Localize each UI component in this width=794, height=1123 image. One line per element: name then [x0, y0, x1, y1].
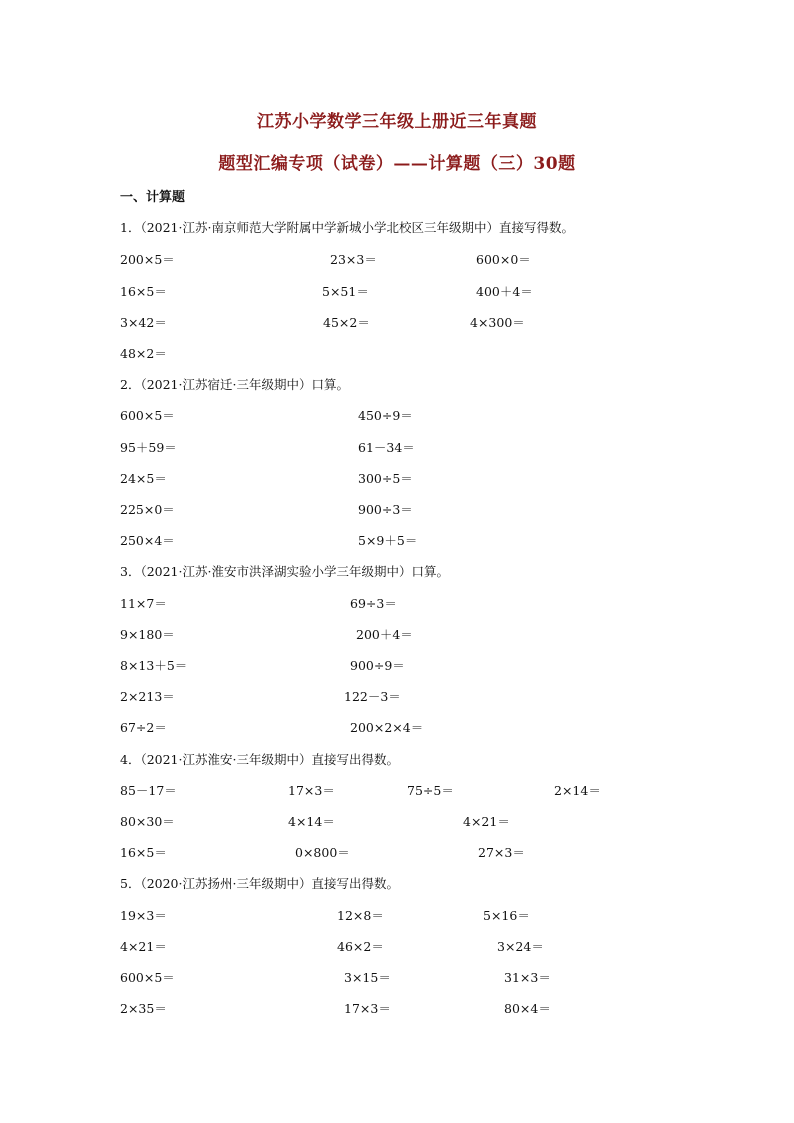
problem: 46×2＝ — [337, 939, 384, 954]
problem: 300÷5＝ — [358, 471, 413, 486]
question-2-row-4 — [0, 500, 794, 518]
question-4-row-1 — [0, 781, 794, 799]
problem: 600×0＝ — [476, 252, 531, 267]
problem: 75÷5＝ — [407, 783, 454, 798]
problem: 250×4＝ — [120, 533, 175, 548]
problem: 900÷3＝ — [358, 502, 413, 517]
problem: 0×800＝ — [295, 845, 350, 860]
problem: 69÷3＝ — [350, 596, 397, 611]
title-line-2: 题型汇编专项（试卷）——计算题（三）30题 — [218, 154, 576, 174]
problem: 27×3＝ — [478, 845, 525, 860]
question-4-row-2 — [0, 812, 794, 830]
question-1-row-2 — [0, 282, 794, 300]
problem: 225×0＝ — [120, 502, 175, 517]
question-2-row-2 — [0, 438, 794, 456]
problem: 2×35＝ — [120, 1001, 167, 1016]
problem: 4×300＝ — [470, 315, 525, 330]
problem: 200×5＝ — [120, 252, 175, 267]
problem: 200×2×4＝ — [350, 720, 424, 735]
question-5-stem: 5．（2020·江苏扬州·三年级期中）直接写出得数。 — [120, 876, 399, 891]
problem: 67÷2＝ — [120, 720, 167, 735]
problem: 3×42＝ — [120, 315, 167, 330]
problem: 9×180＝ — [120, 627, 175, 642]
problem: 11×7＝ — [120, 596, 167, 611]
problem: 16×5＝ — [120, 284, 167, 299]
question-5-row-4 — [0, 999, 794, 1017]
problem: 16×5＝ — [120, 845, 167, 860]
problem: 24×5＝ — [120, 471, 167, 486]
problem: 2×213＝ — [120, 689, 175, 704]
problem: 4×14＝ — [288, 814, 335, 829]
problem: 48×2＝ — [120, 346, 167, 361]
question-1-row-3 — [0, 313, 794, 331]
problem: 4×21＝ — [463, 814, 510, 829]
question-1-stem: 1．（2021·江苏·南京师范大学附属中学新城小学北校区三年级期中）直接写得数。 — [120, 220, 574, 235]
problem: 61－34＝ — [358, 440, 415, 455]
problem: 5×51＝ — [322, 284, 369, 299]
question-2-row-1 — [0, 406, 794, 424]
problem: 80×30＝ — [120, 814, 175, 829]
problem: 122－3＝ — [344, 689, 401, 704]
problem: 2×14＝ — [554, 783, 601, 798]
problem: 17×3＝ — [344, 1001, 391, 1016]
question-1-row-4 — [0, 344, 794, 362]
problem: 600×5＝ — [120, 408, 175, 423]
question-2-stem: 2．（2021·江苏宿迁·三年级期中）口算。 — [120, 377, 349, 392]
problem: 450÷9＝ — [358, 408, 413, 423]
problem: 3×24＝ — [497, 939, 544, 954]
problem: 4×21＝ — [120, 939, 167, 954]
problem: 19×3＝ — [120, 908, 167, 923]
question-5-row-1 — [0, 906, 794, 924]
question-3-row-2 — [0, 625, 794, 643]
question-2-row-3 — [0, 469, 794, 487]
question-3-row-4 — [0, 687, 794, 705]
question-4-row-3 — [0, 843, 794, 861]
question-3-row-5 — [0, 718, 794, 736]
question-3-row-1 — [0, 594, 794, 612]
question-4-stem: 4．（2021·江苏淮安·三年级期中）直接写出得数。 — [120, 752, 399, 767]
problem: 8×13＋5＝ — [120, 658, 188, 673]
problem: 85－17＝ — [120, 783, 177, 798]
problem: 23×3＝ — [330, 252, 377, 267]
problem: 17×3＝ — [288, 783, 335, 798]
problem: 600×5＝ — [120, 970, 175, 985]
problem: 5×16＝ — [483, 908, 530, 923]
problem: 95＋59＝ — [120, 440, 177, 455]
problem: 12×8＝ — [337, 908, 384, 923]
title-line-1: 江苏小学数学三年级上册近三年真题 — [257, 112, 537, 132]
problem: 400＋4＝ — [476, 284, 533, 299]
problem: 3×15＝ — [344, 970, 391, 985]
problem: 80×4＝ — [504, 1001, 551, 1016]
problem: 45×2＝ — [323, 315, 370, 330]
question-1-row-1 — [0, 250, 794, 268]
problem: 31×3＝ — [504, 970, 551, 985]
question-5-row-3 — [0, 968, 794, 986]
problem: 200＋4＝ — [356, 627, 413, 642]
problem: 5×9＋5＝ — [358, 533, 418, 548]
question-3-row-3 — [0, 656, 794, 674]
question-2-row-5 — [0, 531, 794, 549]
question-5-row-2 — [0, 937, 794, 955]
section-heading: 一、计算题 — [120, 190, 186, 205]
problem: 900÷9＝ — [350, 658, 405, 673]
question-3-stem: 3．（2021·江苏·淮安市洪泽湖实验小学三年级期中）口算。 — [120, 564, 449, 579]
